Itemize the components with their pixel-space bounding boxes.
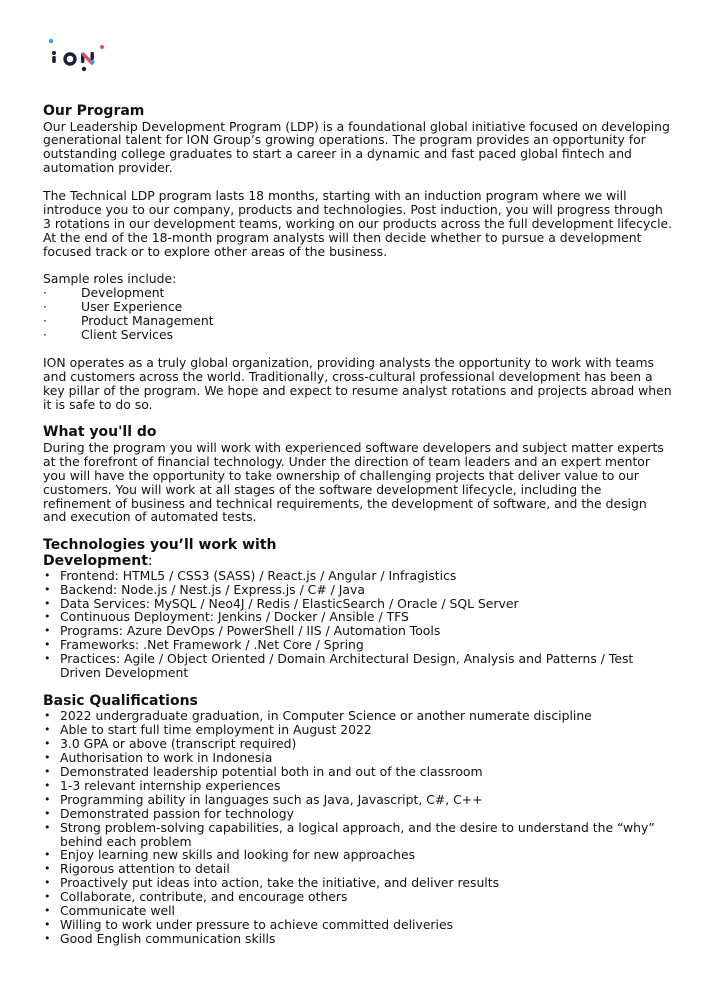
ion-logo — [46, 38, 106, 72]
bullet-icon: • — [44, 890, 51, 904]
bullet-icon: • — [44, 764, 51, 778]
bullet-icon: · — [43, 327, 47, 343]
list-item: • Communicate well — [44, 903, 175, 919]
basic-qualifications-section — [43, 694, 673, 946]
program-paragraph-1: Our Leadership Development Program (LDP) is a foundational global initiative focused on developing generational talent for ION Group’s growing operations. The program provides an opportunity for outstanding college graduates to start a career in a dynamic and fast paced global fintech and automation provider. — [43, 118, 670, 176]
list-item: • Demonstrated leadership potential both in and out of the classroom — [44, 763, 483, 779]
technologies-heading: Technologies you’ll work with — [43, 537, 277, 554]
bullet-icon: • — [44, 709, 51, 723]
list-item: • 2022 undergraduate graduation, in Computer Science or another numerate discipline — [44, 708, 592, 724]
bullet-icon: • — [44, 806, 51, 820]
list-item: • Authorisation to work in Indonesia — [44, 750, 273, 766]
bullet-icon: • — [44, 931, 51, 945]
what-youll-do-heading: What you'll do — [43, 424, 157, 441]
list-item: • Willing to work under pressure to achieve committed deliveries — [44, 916, 454, 932]
list-item: · Development — [43, 285, 165, 301]
list-item: · Product Management — [43, 313, 214, 329]
bullet-icon: • — [44, 582, 51, 596]
list-item: • 3.0 GPA or above (transcript required) — [44, 736, 297, 752]
list-item: • Practices: Agile / Object Oriented / Domain Architectural Design, Analysis and Patterns / Test Driven Development — [44, 651, 634, 681]
list-item: • Demonstrated passion for technology — [44, 805, 294, 821]
technologies-list — [43, 569, 673, 680]
what-youll-do-paragraph: During the program you will work with experienced software developers and subject matter experts at the forefront of financial technology. Under the direction of team leaders and an expert mentor you will have the opportunity to take ownership of challenging projects that deliver value to our customers. You will work at all stages of the software development lifecycle, including the refinement of business and technical requirements, the development of software, and the design and execution of automated tests. — [43, 439, 664, 525]
list-item: • Continuous Deployment: Jenkins / Docker / Ansible / TFS — [44, 609, 409, 625]
list-item: • 1-3 relevant internship experiences — [44, 777, 281, 793]
list-item: • Programming ability in languages such as Java, Javascript, C#, C++ — [44, 791, 483, 807]
development-subheading: Development: — [43, 552, 153, 569]
list-item: · User Experience — [43, 299, 183, 315]
list-item: • Enjoy learning new skills and looking for new approaches — [44, 847, 416, 863]
bullet-icon: • — [44, 568, 51, 582]
ion-logo-icon — [46, 38, 106, 72]
program-paragraph-2: The Technical LDP program lasts 18 months, starting with an induction program where we will introduce you to our company, products and technologies. Post induction, you will progress through 3 rotations in our development teams, working on our products across the full development lifecycle. At the end of the 18-month program analysts will then decide whether to pursue a development focused track or to explore other areas of the business. — [43, 188, 673, 259]
bullet-icon: • — [44, 751, 51, 765]
bullet-icon: • — [44, 638, 51, 652]
bullet-icon: • — [44, 792, 51, 806]
program-paragraph-3: ION operates as a truly global organization, providing analysts the opportunity to work with teams and customers across the world. Traditionally, cross-cultural professional development has been a key pillar of the program. We hope and expect to resume analyst rotations and projects abroad when it is safe to do so. — [43, 354, 672, 412]
list-item: · Client Services — [43, 327, 174, 343]
list-item: • Rigorous attention to detail — [44, 861, 230, 877]
bullet-icon: • — [44, 737, 51, 751]
bullet-icon: • — [44, 778, 51, 792]
bullet-icon: • — [44, 862, 51, 876]
bullet-icon: • — [44, 723, 51, 737]
job-description — [43, 104, 673, 946]
bullet-icon: • — [44, 917, 51, 931]
list-item: • Good English communication skills — [44, 930, 276, 946]
list-item: • Programs: Azure DevOps / PowerShell / IIS / Automation Tools — [44, 623, 441, 639]
bullet-icon: • — [44, 652, 51, 666]
sample-roles-list — [43, 286, 673, 342]
list-item: • Frontend: HTML5 / CSS3 (SASS) / React.js / Angular / Infragistics — [44, 567, 457, 583]
bullet-icon: • — [44, 596, 51, 610]
our-program-heading: Our Program — [43, 103, 145, 119]
bullet-icon: • — [44, 610, 51, 624]
basic-qualifications-heading: Basic Qualifications — [43, 692, 198, 709]
roles-intro: Sample roles include: — [43, 271, 177, 287]
list-item: • Proactively put ideas into action, take the initiative, and deliver results — [44, 875, 500, 891]
bullet-icon: • — [44, 876, 51, 890]
bullet-icon: · — [43, 299, 47, 315]
bullet-icon: • — [44, 848, 51, 862]
bullet-icon: • — [44, 904, 51, 918]
list-item: • Data Services: MySQL / Neo4J / Redis / ElasticSearch / Oracle / SQL Server — [44, 595, 519, 611]
bullet-icon: • — [44, 820, 51, 834]
what-youll-do-section — [43, 425, 673, 524]
bullet-icon: · — [43, 285, 47, 301]
list-item: • Collaborate, contribute, and encourage others — [44, 889, 348, 905]
list-item: • Backend: Node.js / Nest.js / Express.js / C# / Java — [44, 581, 365, 597]
list-item: • Strong problem-solving capabilities, a logical approach, and the desire to understand the “why” behind each problem — [44, 819, 655, 849]
bullet-icon: · — [43, 313, 47, 329]
bullet-icon: • — [44, 624, 51, 638]
our-program-section — [43, 104, 673, 411]
technologies-section — [43, 538, 673, 680]
qualifications-list — [43, 709, 673, 945]
list-item: • Able to start full time employment in August 2022 — [44, 722, 372, 738]
list-item: • Frameworks: .Net Framework / .Net Core / Spring — [44, 637, 364, 653]
